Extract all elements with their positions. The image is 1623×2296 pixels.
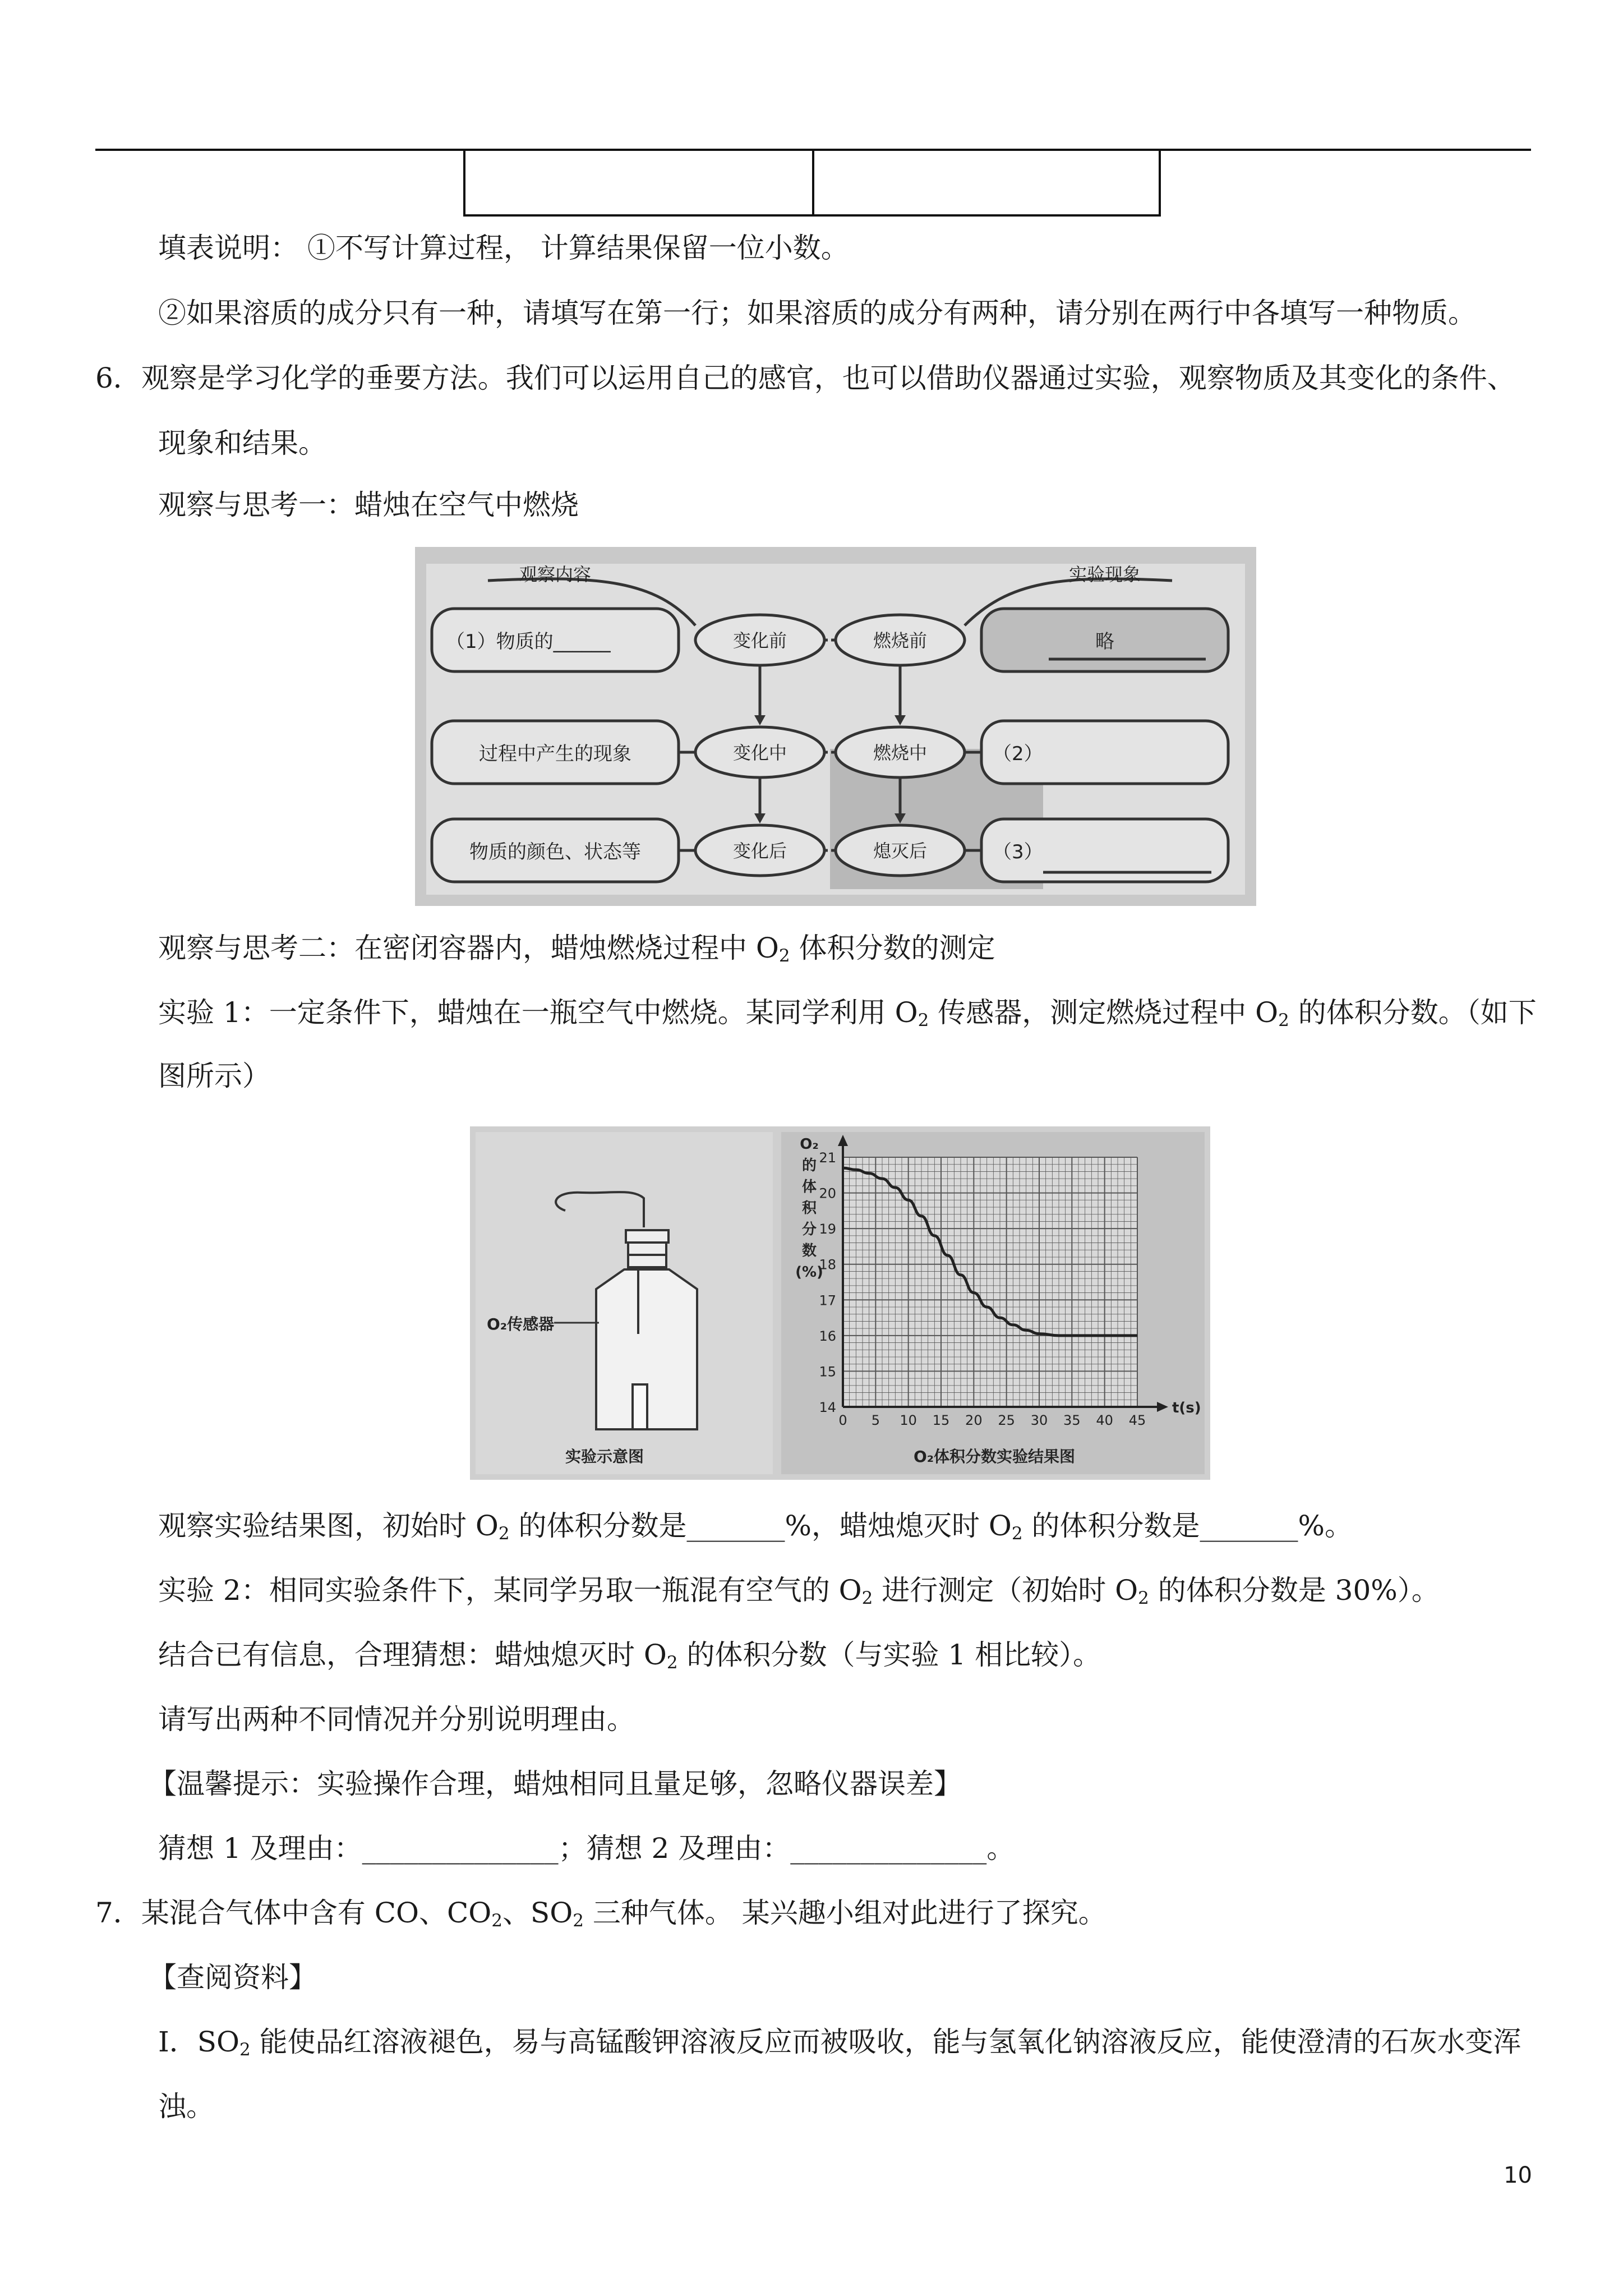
chart-x-tick-label: 15	[932, 1412, 950, 1428]
q6-exp2-line: 实验 2：相同实验条件下，某同学另取一瓶混有空气的 $O_2$ 进行测定（初始时 $O_2$ 的体积分数是 30%）。	[158, 1574, 1440, 1608]
instruction-line-1: 填表说明： ①不写计算过程， 计算结果保留一位小数。	[158, 232, 849, 264]
q6-intro-line-1: 6．观察是学习化学的垂要方法。我们可以运用自己的感官，也可以借助仪器通过实验，观察物质及其变化的条件、	[95, 362, 1515, 394]
chart-ylabel-char: 分	[801, 1221, 817, 1238]
chart-y-tick-label: 15	[819, 1364, 836, 1380]
diagram-mid-3: 变化后	[732, 840, 787, 862]
chart-ylabel-char: 积	[801, 1200, 817, 1217]
answer-table-fragment	[463, 150, 1161, 217]
diagram-burn-3: 熄灭后	[873, 840, 928, 862]
q6-guess-line: 结合已有信息，合理猜想：蜡烛熄灭时 $O_2$ 的体积分数（与实验 1 相比较）。	[158, 1639, 1101, 1673]
chart-ylabel-char: (%)	[795, 1264, 823, 1281]
q7-intro-line: 7．某混合气体中含有 CO、$CO_2$、$SO_2$ 三种气体。 某兴趣小组对此进行了探究。	[95, 1897, 1106, 1931]
diagram-burn-1: 燃烧前	[873, 630, 928, 651]
diagram-result-1: 略	[1095, 631, 1114, 653]
chart-y-tick-label: 18	[819, 1257, 836, 1273]
chart-x-tick-label: 0	[838, 1412, 847, 1428]
q6-answer-line: 猜想 1 及理由：______________；猜想 2 及理由：______________。	[158, 1832, 1015, 1865]
page-number: 10	[1504, 2162, 1532, 2188]
chart-x-tick-label: 40	[1096, 1412, 1113, 1428]
diagram-box-1: （1）物质的______	[446, 631, 611, 653]
chart-x-tick-label: 10	[900, 1412, 917, 1428]
chart-ylabel-char: 体	[801, 1179, 817, 1195]
instruction-line-2: ②如果溶质的成分只有一种，请填写在第一行；如果溶质的成分有两种，请分别在两行中各填写一种物质。	[158, 297, 1476, 329]
diagram-right-header: 实验现象	[1068, 564, 1141, 585]
chart-x-tick-label: 20	[965, 1412, 983, 1428]
q7-ref-title: 【查阅资料】	[149, 1961, 317, 1994]
chart-y-tick-label: 21	[819, 1150, 836, 1166]
diagram-box-2: 过程中产生的现象	[479, 743, 631, 765]
chart-x-tick-label: 30	[1030, 1412, 1048, 1428]
chart-y-tick-label: 19	[819, 1221, 836, 1237]
chart-ylabel-char: 数	[801, 1243, 817, 1259]
chart-ylabel-char: O₂	[800, 1136, 819, 1153]
diagram-result-2: （2）	[993, 743, 1043, 765]
diagram-mid-1: 变化前	[732, 630, 787, 651]
diagram-box-3: 物质的颜色、状态等	[469, 841, 641, 863]
q7-item1-line-2: 浊。	[158, 2090, 214, 2123]
chart-ylabel-char: 的	[801, 1157, 817, 1174]
figure-left-caption: 实验示意图	[565, 1447, 644, 1466]
q6-tip: 【温馨提示：实验操作合理，蜡烛相同且量足够，忽略仪器误差】	[149, 1768, 962, 1800]
chart-title: O₂体积分数实验结果图	[913, 1447, 1076, 1466]
chart-xlabel: t(s)	[1172, 1400, 1201, 1416]
diagram-left-header: 观察内容	[519, 564, 592, 585]
sensor-label: O₂传感器	[487, 1315, 555, 1333]
diagram-mid-2: 变化中	[732, 742, 787, 763]
observation-flow-diagram	[415, 547, 1256, 906]
q6-part1-title: 观察与思考一：蜡烛在空气中燃烧	[158, 489, 579, 521]
diagram-result-3: （3）	[993, 841, 1043, 863]
chart-y-tick-label: 17	[819, 1292, 836, 1309]
q6-exp1-line-1: 实验 1：一定条件下，蜡烛在一瓶空气中燃烧。某同学利用 $O_2$ 传感器，测定燃烧过程中 $O_2$ 的体积分数。（如下	[158, 996, 1537, 1030]
q6-exp1-line-2: 图所示）	[158, 1060, 270, 1092]
q7-item1-line-1: I．$SO_2$ 能使品红溶液褪色，易与高锰酸钾溶液反应而被吸收，能与氢氧化钠溶液反应，能使澄清的石灰水变浑	[158, 2026, 1521, 2060]
chart-y-tick-label: 14	[819, 1400, 836, 1415]
q6-intro-line-2: 现象和结果。	[158, 427, 326, 459]
chart-y-tick-label: 16	[819, 1328, 836, 1344]
diagram-burn-2: 燃烧中	[873, 742, 928, 763]
q6-observe-line: 观察实验结果图，初始时 $O_2$ 的体积分数是_______%，蜡烛熄灭时 $O_2$ 的体积分数是_______%。	[158, 1510, 1353, 1544]
experiment-figure	[470, 1126, 1210, 1480]
q6-part2-title: 观察与思考二：在密闭容器内，蜡烛燃烧过程中 $O_2$ 体积分数的测定	[158, 932, 995, 966]
chart-y-tick-label: 20	[819, 1185, 836, 1202]
chart-x-tick-label: 5	[871, 1412, 880, 1428]
chart-x-tick-label: 25	[998, 1412, 1015, 1428]
chart-x-tick-label: 45	[1128, 1412, 1146, 1428]
chart-x-tick-label: 35	[1063, 1412, 1081, 1428]
chart-grid	[838, 1135, 1168, 1412]
chart-plot-area	[843, 1157, 1137, 1407]
q6-write-line: 请写出两种不同情况并分别说明理由。	[158, 1703, 635, 1736]
